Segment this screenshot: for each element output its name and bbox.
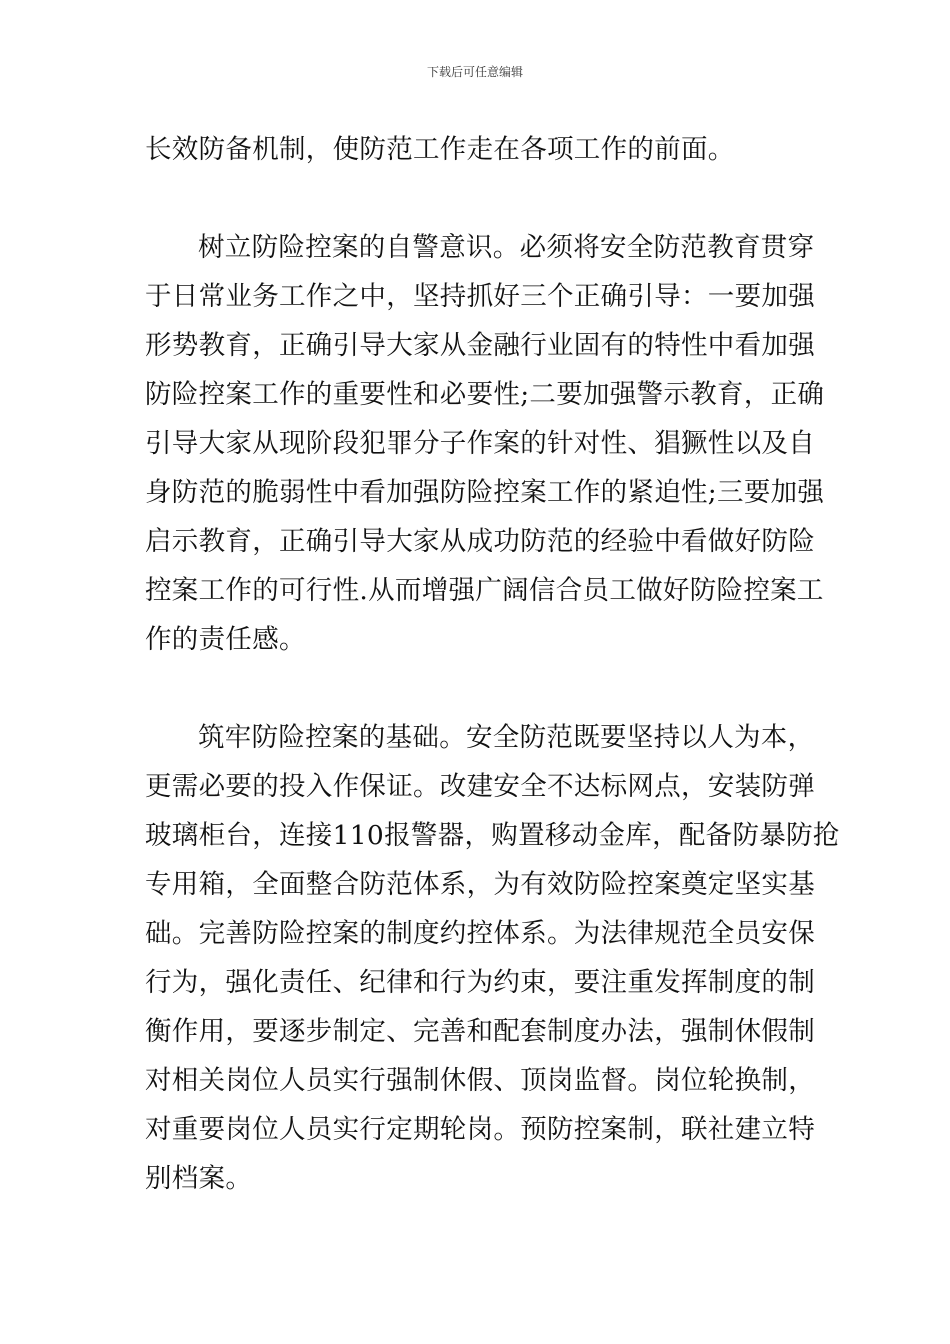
text-line: 于日常业务工作之中，坚持抓好三个正确引导：一要加强 (145, 281, 815, 312)
text-line: 对相关岗位人员实行强制休假、顶岗监督。岗位轮换制， (145, 1065, 815, 1096)
page-header: 下载后可任意编辑 (426, 65, 523, 79)
text-line: 形势教育，正确引导大家从金融行业固有的特性中看加强 (145, 330, 815, 361)
text-line: 行为，强化责任、纪律和行为约束，要注重发挥制度的制 (145, 967, 815, 998)
text-line: 别档案。 (145, 1163, 253, 1194)
text-line: 身防范的脆弱性中看加强防险控案工作的紧迫性;三要加强 (145, 477, 825, 508)
text-line: 启示教育，正确引导大家从成功防范的经验中看做好防险 (145, 526, 815, 557)
text-line: 衡作用，要逐步制定、完善和配套制度办法，强制休假制 (145, 1016, 815, 1047)
paragraph-1 (145, 125, 810, 174)
text-line: 防险控案工作的重要性和必要性;二要加强警示教育，正确 (145, 379, 825, 410)
text-line: 对重要岗位人员实行定期轮岗。预防控案制，联社建立特 (145, 1114, 815, 1145)
text-line: 树立防险控案的自警意识。必须将安全防范教育贯穿 (198, 232, 815, 263)
text-line: 控案工作的可行性.从而增强广阔信合员工做好防险控案工 (145, 575, 824, 606)
text-line: 作的责任感。 (145, 624, 306, 655)
text-line: 引导大家从现阶段犯罪分子作案的针对性、猖獗性以及自 (145, 428, 815, 459)
text-line: 玻璃柜台，连接110报警器，购置移动金库，配备防暴防抢 (145, 820, 840, 851)
text-line: 专用箱，全面整合防范体系，为有效防险控案奠定坚实基 (145, 869, 815, 900)
text-line: 筑牢防险控案的基础。安全防范既要坚持以人为本， (198, 722, 815, 753)
paragraph-spacer (145, 664, 810, 713)
text-line: 更需必要的投入作保证。改建安全不达标网点，安装防弹 (145, 771, 815, 802)
document-body (145, 125, 840, 1203)
text-line: 础。完善防险控案的制度约控体系。为法律规范全员安保 (145, 918, 815, 949)
paragraph-3 (145, 713, 840, 1203)
paragraph-spacer (145, 174, 810, 223)
text-line: 长效防备机制，使防范工作走在各项工作的前面。 (145, 134, 735, 165)
paragraph-2 (145, 223, 825, 664)
